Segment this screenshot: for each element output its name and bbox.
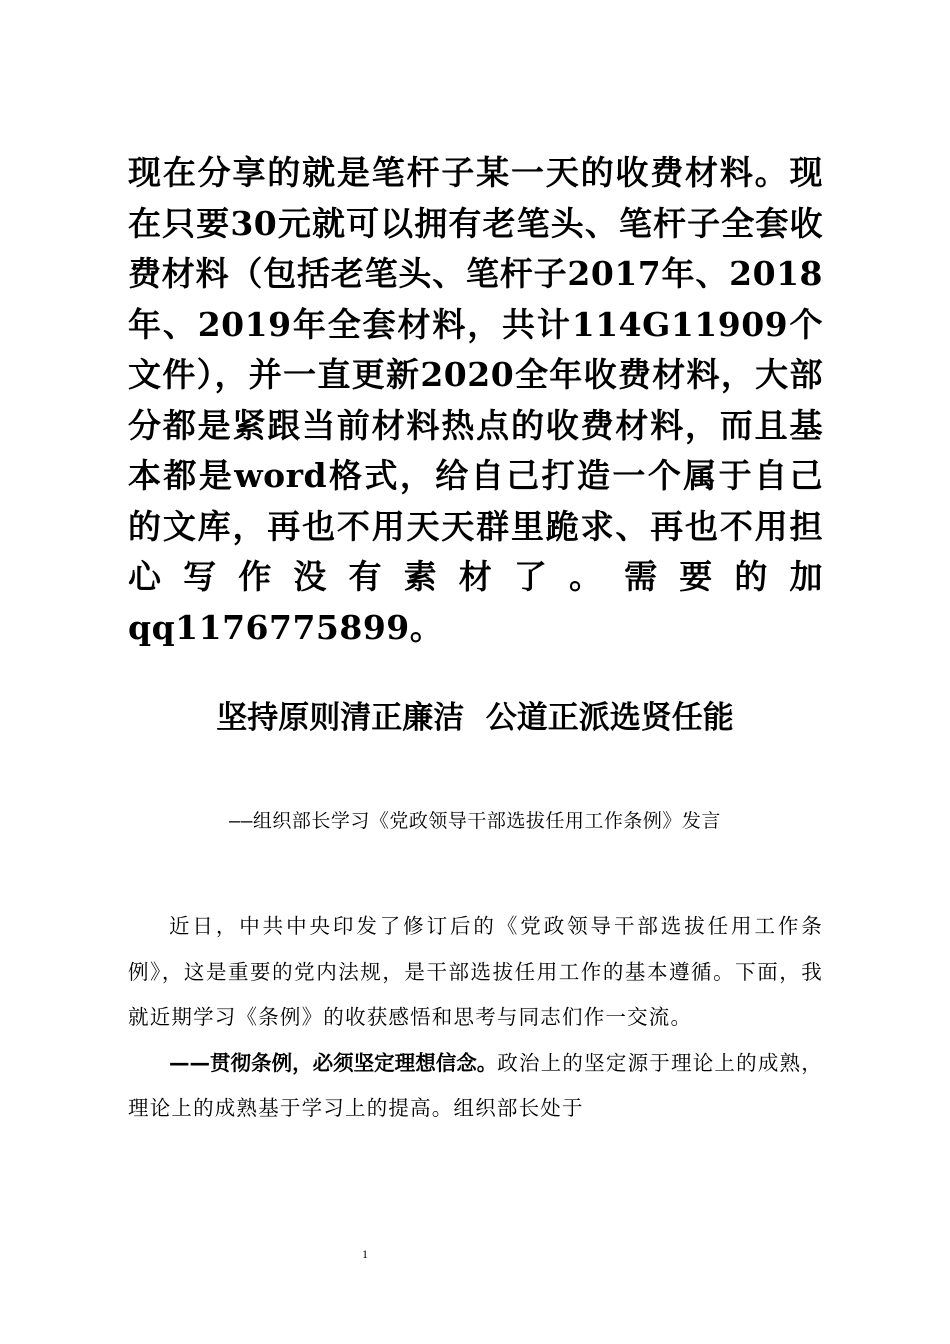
document-title: 坚持原则清正廉洁 公道正派选贤任能 — [216, 700, 734, 736]
document-body — [128, 904, 823, 1132]
body-paragraph-ideals — [128, 1041, 823, 1132]
paragraph-body-text: 政治上的坚定源于理论上的成熟，理论上的成熟基于学习上的提高。组织部长处于 — [128, 1050, 824, 1120]
document-subtitle: ——组织部长学习《党政领导干部选拔任用工作条例》发言 — [229, 810, 721, 832]
promo-paragraph: 现在分享的就是笔杆子某一天的收费材料。现在只要30元就可以拥有老笔头、笔杆子全套收费材料（包括老笔头、笔杆子2017年、2018年、2019年全套材料，共计114G11909个文件），并一直更新2020全年收费材料，大部分都是紧跟当前材料热点的收费材料，而且基本都是word格式，给自己打造一个属于自己的文库，再也不用天天群里跪求、再也不用担心写作没有素材了。需要的加qq1176775899。 — [128, 153, 823, 647]
paragraph-lead-heading: ——贯彻条例，必须坚定理想信念。 — [169, 1050, 498, 1075]
body-paragraph-intro: 近日，中共中央印发了修订后的《党政领导干部选拔任用工作条例》，这是重要的党内法规，是干部选拔任用工作的基本遵循。下面，我就近期学习《条例》的收获感悟和思考与同志们作一交流。 — [128, 914, 823, 1029]
page-number: 1 — [362, 1247, 368, 1261]
